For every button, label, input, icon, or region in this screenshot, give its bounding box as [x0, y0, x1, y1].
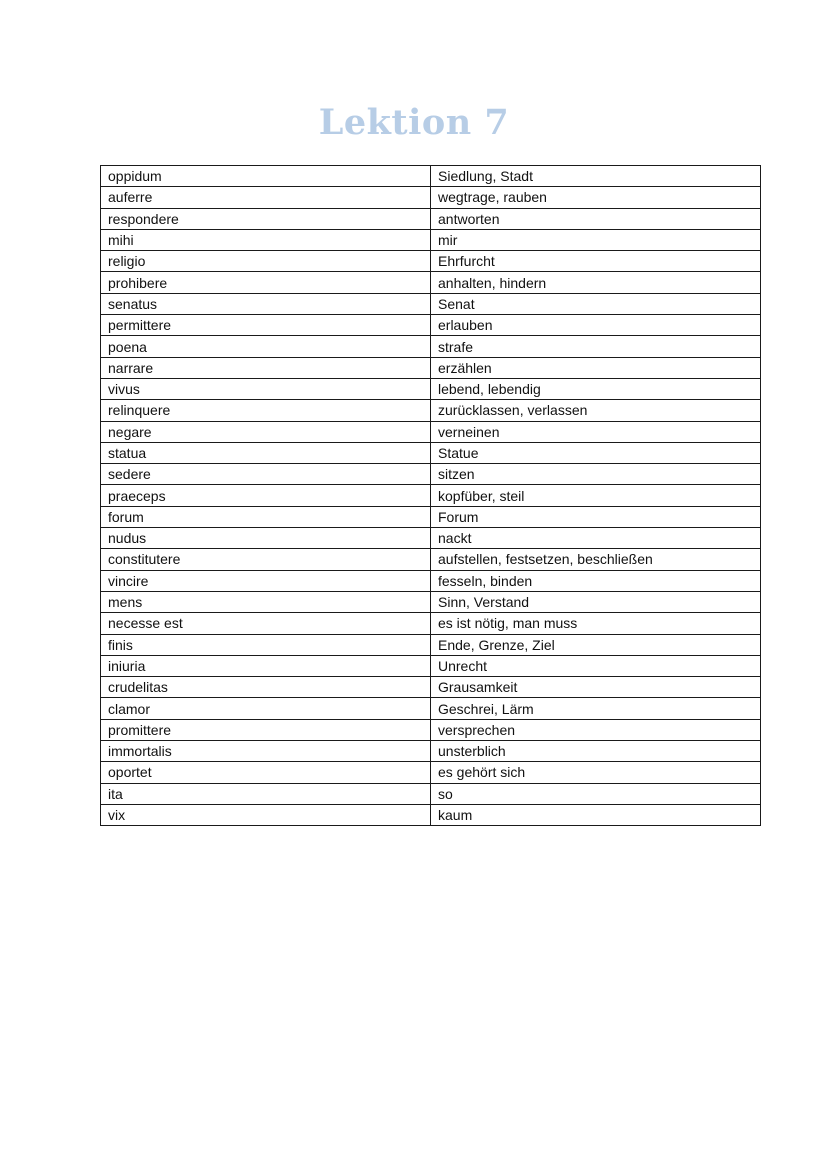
table-row	[101, 187, 761, 208]
latin-word-cell: mens	[101, 591, 431, 612]
latin-word-cell: nudus	[101, 528, 431, 549]
latin-word-cell: negare	[101, 421, 431, 442]
table-row	[101, 804, 761, 825]
german-translation-cell: mir	[431, 229, 761, 250]
latin-word-cell: mihi	[101, 229, 431, 250]
latin-word-cell: senatus	[101, 293, 431, 314]
german-translation-cell: unsterblich	[431, 741, 761, 762]
german-translation-cell: Ende, Grenze, Ziel	[431, 634, 761, 655]
latin-word-cell: necesse est	[101, 613, 431, 634]
table-row	[101, 272, 761, 293]
german-translation-cell: antworten	[431, 208, 761, 229]
latin-word-cell: promittere	[101, 719, 431, 740]
latin-word-cell: statua	[101, 442, 431, 463]
latin-word-cell: relinquere	[101, 400, 431, 421]
german-translation-cell: wegtrage, rauben	[431, 187, 761, 208]
latin-word-cell: praeceps	[101, 485, 431, 506]
table-row	[101, 634, 761, 655]
latin-word-cell: poena	[101, 336, 431, 357]
german-translation-cell: Ehrfurcht	[431, 251, 761, 272]
latin-word-cell: finis	[101, 634, 431, 655]
latin-word-cell: vix	[101, 804, 431, 825]
german-translation-cell: aufstellen, festsetzen, beschließen	[431, 549, 761, 570]
table-row	[101, 464, 761, 485]
latin-word-cell: immortalis	[101, 741, 431, 762]
table-row	[101, 229, 761, 250]
german-translation-cell: Forum	[431, 506, 761, 527]
latin-word-cell: oportet	[101, 762, 431, 783]
vocabulary-table	[100, 165, 761, 826]
german-translation-cell: Geschrei, Lärm	[431, 698, 761, 719]
german-translation-cell: anhalten, hindern	[431, 272, 761, 293]
table-row	[101, 783, 761, 804]
table-row	[101, 677, 761, 698]
german-translation-cell: sitzen	[431, 464, 761, 485]
table-row	[101, 591, 761, 612]
latin-word-cell: clamor	[101, 698, 431, 719]
table-row	[101, 613, 761, 634]
german-translation-cell: lebend, lebendig	[431, 378, 761, 399]
german-translation-cell: so	[431, 783, 761, 804]
table-row	[101, 357, 761, 378]
latin-word-cell: respondere	[101, 208, 431, 229]
table-row	[101, 528, 761, 549]
german-translation-cell: fesseln, binden	[431, 570, 761, 591]
german-translation-cell: Unrecht	[431, 655, 761, 676]
table-row	[101, 208, 761, 229]
table-row	[101, 570, 761, 591]
latin-word-cell: prohibere	[101, 272, 431, 293]
german-translation-cell: versprechen	[431, 719, 761, 740]
table-row	[101, 315, 761, 336]
german-translation-cell: erzählen	[431, 357, 761, 378]
latin-word-cell: vivus	[101, 378, 431, 399]
table-row	[101, 336, 761, 357]
german-translation-cell: verneinen	[431, 421, 761, 442]
german-translation-cell: zurücklassen, verlassen	[431, 400, 761, 421]
german-translation-cell: es gehört sich	[431, 762, 761, 783]
table-row	[101, 378, 761, 399]
table-row	[101, 741, 761, 762]
vocabulary-table-body	[101, 166, 761, 826]
latin-word-cell: permittere	[101, 315, 431, 336]
latin-word-cell: constitutere	[101, 549, 431, 570]
table-row	[101, 400, 761, 421]
latin-word-cell: auferre	[101, 187, 431, 208]
table-row	[101, 442, 761, 463]
table-row	[101, 698, 761, 719]
table-row	[101, 549, 761, 570]
german-translation-cell: nackt	[431, 528, 761, 549]
latin-word-cell: ita	[101, 783, 431, 804]
german-translation-cell: kopfüber, steil	[431, 485, 761, 506]
latin-word-cell: vincire	[101, 570, 431, 591]
german-translation-cell: Sinn, Verstand	[431, 591, 761, 612]
german-translation-cell: erlauben	[431, 315, 761, 336]
table-row	[101, 506, 761, 527]
table-row	[101, 166, 761, 187]
table-row	[101, 655, 761, 676]
table-row	[101, 251, 761, 272]
table-row	[101, 762, 761, 783]
table-row	[101, 421, 761, 442]
german-translation-cell: Grausamkeit	[431, 677, 761, 698]
german-translation-cell: strafe	[431, 336, 761, 357]
latin-word-cell: oppidum	[101, 166, 431, 187]
latin-word-cell: crudelitas	[101, 677, 431, 698]
german-translation-cell: es ist nötig, man muss	[431, 613, 761, 634]
latin-word-cell: narrare	[101, 357, 431, 378]
latin-word-cell: forum	[101, 506, 431, 527]
german-translation-cell: kaum	[431, 804, 761, 825]
table-row	[101, 485, 761, 506]
german-translation-cell: Senat	[431, 293, 761, 314]
table-row	[101, 293, 761, 314]
page-title: Lektion 7	[318, 102, 510, 143]
german-translation-cell: Statue	[431, 442, 761, 463]
table-row	[101, 719, 761, 740]
latin-word-cell: iniuria	[101, 655, 431, 676]
latin-word-cell: sedere	[101, 464, 431, 485]
german-translation-cell: Siedlung, Stadt	[431, 166, 761, 187]
latin-word-cell: religio	[101, 251, 431, 272]
